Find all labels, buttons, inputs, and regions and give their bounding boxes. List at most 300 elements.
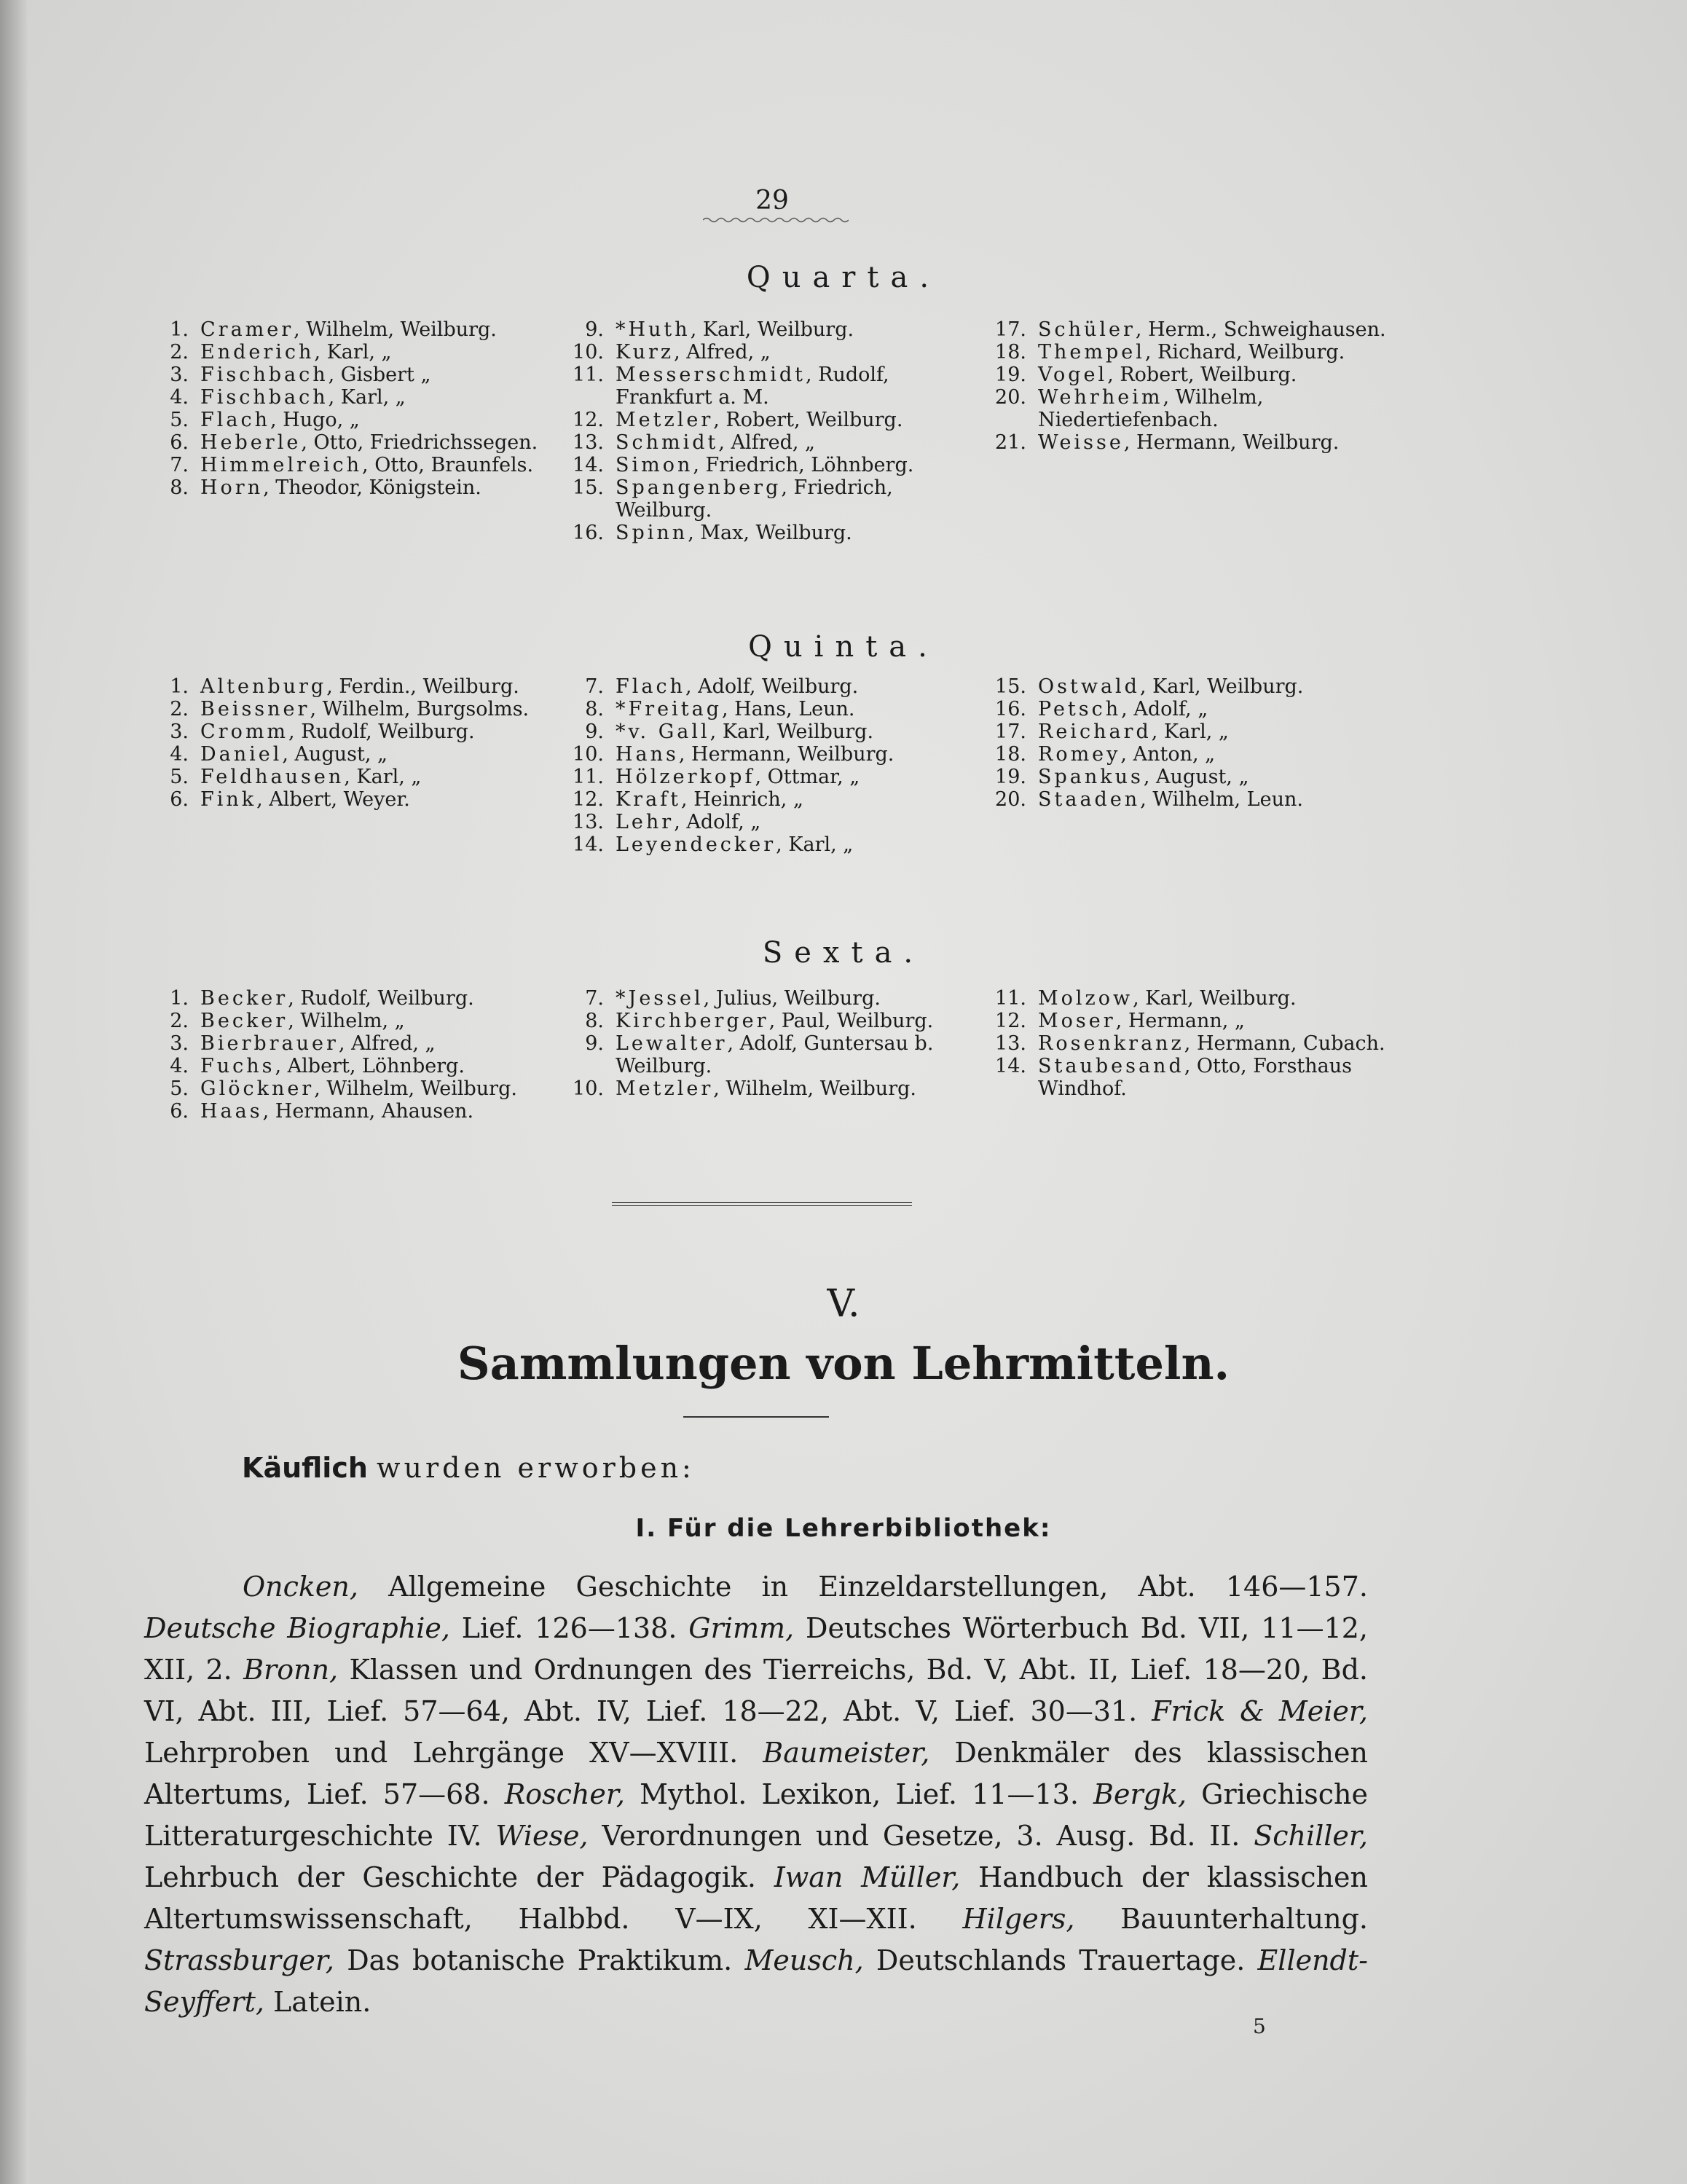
- entry-number: 13.: [995, 1032, 1026, 1055]
- entry-text: [149, 987, 557, 1010]
- student-details: , Wilhelm, Burgsolms.: [310, 698, 530, 720]
- book-details: Deutschlands Trauertage.: [863, 1944, 1258, 1976]
- student-details: , Otto, Forsthaus Windhof.: [1038, 1055, 1353, 1100]
- entry-number: 2.: [170, 698, 189, 720]
- student-details: , Adolf, Weilburg.: [685, 675, 859, 698]
- author-name: Hilgers,: [962, 1903, 1075, 1935]
- entry-text: [149, 720, 557, 743]
- entry-number: 16.: [995, 698, 1026, 720]
- author-name: Strassburger,: [144, 1944, 334, 1976]
- entry-text: [565, 720, 972, 743]
- entry-text: [565, 431, 972, 454]
- student-entry: [149, 987, 557, 1010]
- acquisition-bold-word: Käuflich: [242, 1452, 368, 1484]
- entry-text: [565, 318, 972, 341]
- student-surname: Glöckner: [200, 1077, 315, 1100]
- entry-number: 20.: [995, 386, 1026, 409]
- student-details: , Friedrich, Weilburg.: [616, 476, 893, 522]
- entry-text: [149, 364, 557, 386]
- entry-number: 20.: [995, 788, 1026, 811]
- student-details: , Rudolf, Weilburg.: [288, 720, 475, 743]
- title-underline: [683, 1416, 829, 1418]
- author-name: Bergk,: [1093, 1778, 1187, 1810]
- entry-number: 4.: [170, 1055, 189, 1077]
- entry-text: [565, 409, 972, 431]
- student-entry: [149, 431, 557, 454]
- student-surname: Horn: [200, 476, 264, 499]
- entry-text: [987, 431, 1395, 454]
- student-entry: [565, 720, 972, 743]
- student-entry: [987, 1032, 1395, 1055]
- author-name: Schiller,: [1254, 1820, 1368, 1852]
- student-surname: Staubesand: [1038, 1055, 1184, 1077]
- entry-text: [565, 364, 972, 409]
- student-surname: Haas: [200, 1100, 263, 1123]
- student-details: , Karl, „: [1151, 720, 1229, 743]
- entry-text: [987, 720, 1395, 743]
- entry-text: [565, 675, 972, 698]
- student-entry: [565, 1010, 972, 1032]
- student-entry: [565, 522, 972, 544]
- section-roman-numeral: V.: [827, 1282, 860, 1326]
- student-details: , Karl, Weilburg.: [1139, 675, 1304, 698]
- entry-text: [149, 1010, 557, 1032]
- student-details: , Adolf, „: [1121, 698, 1208, 720]
- entry-text: [565, 1077, 972, 1100]
- entry-text: [987, 341, 1395, 364]
- student-surname: *Huth: [616, 318, 691, 341]
- entry-text: [987, 1010, 1395, 1032]
- entry-number: 7.: [170, 454, 189, 476]
- student-surname: *Freitag: [616, 698, 722, 720]
- student-entry: [987, 720, 1395, 743]
- student-surname: Becker: [200, 1010, 288, 1032]
- author-name: Wiese,: [495, 1820, 589, 1852]
- student-surname: Thempel: [1038, 341, 1145, 364]
- entry-text: [565, 476, 972, 522]
- entry-text: [149, 431, 557, 454]
- book-details: Mythol. Lexikon, Lief. 11—13.: [625, 1778, 1094, 1810]
- student-entry: [149, 409, 557, 431]
- student-surname: Feldhausen: [200, 766, 345, 788]
- entry-text: [987, 386, 1395, 431]
- book-details: Latein.: [264, 1986, 371, 2018]
- entry-text: [565, 454, 972, 476]
- entry-text: [149, 1100, 557, 1123]
- entry-number: 3.: [170, 720, 189, 743]
- student-details: , Karl, „: [776, 833, 854, 856]
- entry-text: [987, 987, 1395, 1010]
- entry-text: [149, 476, 557, 499]
- student-entry: [987, 766, 1395, 788]
- entry-number: 10.: [573, 743, 604, 766]
- student-surname: Enderich: [200, 341, 315, 364]
- entry-text: [565, 522, 972, 544]
- entry-text: [987, 1055, 1395, 1100]
- student-details: , Wilhelm, Weilburg.: [713, 1077, 916, 1100]
- entry-number: 13.: [573, 811, 604, 833]
- entry-text: [149, 698, 557, 720]
- student-details: , Ottmar, „: [755, 766, 860, 788]
- student-details: , Hermann, Ahausen.: [262, 1100, 474, 1123]
- student-surname: Reichard: [1038, 720, 1152, 743]
- entry-text: [565, 811, 972, 833]
- student-surname: Kraft: [616, 788, 682, 811]
- student-surname: Wehrheim: [1038, 386, 1163, 409]
- student-entry: [565, 675, 972, 698]
- student-entry: [149, 743, 557, 766]
- student-entry: [565, 341, 972, 364]
- entry-number: 7.: [585, 675, 604, 698]
- entry-number: 3.: [170, 1032, 189, 1055]
- entry-number: 5.: [170, 766, 189, 788]
- entry-number: 5.: [170, 1077, 189, 1100]
- student-details: , Robert, Weilburg.: [1107, 364, 1297, 386]
- student-entry: [987, 675, 1395, 698]
- entry-text: [149, 1055, 557, 1077]
- student-entry: [149, 1055, 557, 1077]
- student-entry: [987, 431, 1395, 454]
- entry-number: 2.: [170, 1010, 189, 1032]
- student-surname: Rosenkranz: [1038, 1032, 1184, 1055]
- student-surname: Spinn: [616, 522, 688, 544]
- student-entry: [149, 720, 557, 743]
- entry-number: 6.: [170, 788, 189, 811]
- student-surname: Fuchs: [200, 1055, 275, 1077]
- student-entry: [565, 766, 972, 788]
- binding-shadow: [0, 0, 29, 2184]
- student-entry: [565, 811, 972, 833]
- acquisition-rest: wurden erworben:: [377, 1452, 695, 1484]
- student-surname: Fischbach: [200, 386, 329, 409]
- book-details: Lief. 126—138.: [449, 1612, 689, 1644]
- student-surname: Weisse: [1038, 431, 1124, 454]
- entry-number: 8.: [170, 476, 189, 499]
- entry-number: 2.: [170, 341, 189, 364]
- book-list-paragraph: [144, 1566, 1368, 2023]
- student-details: , Alfred, „: [674, 341, 771, 364]
- decorative-wave-rule: [703, 216, 849, 224]
- entry-text: [149, 386, 557, 409]
- author-name: Ellendt-Seyffert,: [144, 1944, 1368, 2018]
- student-surname: Flach: [616, 675, 685, 698]
- entry-number: 11.: [995, 987, 1026, 1010]
- student-surname: Vogel: [1038, 364, 1108, 386]
- student-details: , Wilhelm, Niedertiefenbach.: [1038, 386, 1264, 431]
- student-surname: Fischbach: [200, 364, 329, 386]
- student-details: , Otto, Friedrichssegen.: [301, 431, 538, 454]
- student-details: , Hermann, Weilburg.: [678, 743, 894, 766]
- student-entry: [565, 364, 972, 409]
- student-surname: Beissner: [200, 698, 310, 720]
- quinta-col-3: [987, 675, 1395, 811]
- entry-text: [987, 743, 1395, 766]
- entry-number: 7.: [585, 987, 604, 1010]
- entry-number: 1.: [170, 987, 189, 1010]
- student-details: , August, „: [282, 743, 388, 766]
- student-surname: Bierbrauer: [200, 1032, 339, 1055]
- student-surname: *v. Gall: [616, 720, 710, 743]
- student-surname: Schmidt: [616, 431, 719, 454]
- entry-text: [565, 1032, 972, 1077]
- entry-text: [565, 833, 972, 856]
- student-entry: [565, 318, 972, 341]
- student-details: , Karl, Weilburg.: [709, 720, 874, 743]
- quarta-col-3: [987, 318, 1395, 454]
- entry-number: 14.: [995, 1055, 1026, 1077]
- student-entry: [565, 833, 972, 856]
- student-details: , Herm., Schweighausen.: [1135, 318, 1386, 341]
- student-details: , Hermann, Cubach.: [1184, 1032, 1385, 1055]
- student-details: , Wilhelm, Leun.: [1140, 788, 1303, 811]
- quarta-col-1: [149, 318, 557, 499]
- student-entry: [565, 698, 972, 720]
- entry-text: [565, 698, 972, 720]
- student-details: , Richard, Weilburg.: [1144, 341, 1345, 364]
- student-surname: Petsch: [1038, 698, 1122, 720]
- student-details: , Rudolf, Weilburg.: [288, 987, 474, 1010]
- entry-text: [987, 675, 1395, 698]
- student-entry: [149, 341, 557, 364]
- student-entry: [565, 1032, 972, 1077]
- student-details: , Heinrich, „: [681, 788, 803, 811]
- student-entry: [987, 341, 1395, 364]
- page-number: 29: [755, 186, 789, 216]
- sexta-col-1: [149, 987, 557, 1123]
- student-details: , Ferdin., Weilburg.: [326, 675, 519, 698]
- author-name: Iwan Müller,: [774, 1861, 961, 1893]
- student-details: , Anton, „: [1120, 743, 1216, 766]
- student-surname: Metzler: [616, 409, 714, 431]
- student-entry: [149, 454, 557, 476]
- entry-number: 17.: [995, 720, 1026, 743]
- student-surname: Ostwald: [1038, 675, 1140, 698]
- entry-text: [149, 675, 557, 698]
- entry-number: 9.: [585, 720, 604, 743]
- student-details: , Rudolf, Frankfurt a. M.: [616, 364, 889, 409]
- student-surname: Daniel: [200, 743, 283, 766]
- student-surname: Hölzerkopf: [616, 766, 755, 788]
- student-entry: [565, 743, 972, 766]
- author-name: Frick & Meier,: [1152, 1695, 1368, 1727]
- student-surname: Lewalter: [616, 1032, 728, 1055]
- student-details: , Karl, „: [328, 386, 406, 409]
- entry-number: 21.: [995, 431, 1026, 454]
- student-details: , Paul, Weilburg.: [768, 1010, 934, 1032]
- student-entry: [149, 698, 557, 720]
- student-details: , Theodor, Königstein.: [263, 476, 481, 499]
- student-entry: [987, 1055, 1395, 1100]
- student-entry: [149, 318, 557, 341]
- author-name: Meusch,: [744, 1944, 864, 1976]
- entry-number: 12.: [995, 1010, 1026, 1032]
- student-entry: [149, 1077, 557, 1100]
- entry-text: [149, 409, 557, 431]
- student-entry: [149, 386, 557, 409]
- entry-number: 18.: [995, 341, 1026, 364]
- entry-number: 11.: [573, 766, 604, 788]
- student-entry: [149, 766, 557, 788]
- student-entry: [149, 1100, 557, 1123]
- entry-number: 11.: [573, 364, 604, 386]
- student-entry: [987, 987, 1395, 1010]
- entry-text: [987, 318, 1395, 341]
- student-surname: Spangenberg: [616, 476, 782, 499]
- subheading-lehrerbibliothek: I. Für die Lehrerbibliothek:: [635, 1514, 1052, 1543]
- entry-number: 9.: [585, 1032, 604, 1055]
- entry-number: 4.: [170, 386, 189, 409]
- entry-number: 16.: [573, 522, 604, 544]
- student-details: , Karl, „: [314, 341, 392, 364]
- author-name: Deutsche Biographie,: [144, 1612, 450, 1644]
- student-details: , Robert, Weilburg.: [713, 409, 903, 431]
- entry-number: 10.: [573, 341, 604, 364]
- student-entry: [149, 476, 557, 499]
- student-entry: [565, 788, 972, 811]
- entry-number: 6.: [170, 431, 189, 454]
- entry-text: [565, 766, 972, 788]
- entry-number: 1.: [170, 318, 189, 341]
- student-details: , Julius, Weilburg.: [703, 987, 881, 1010]
- book-details: Klassen und Ordnungen des Tierreichs, Bd. V, Abt. II, Lief. 18—20, Bd. VI, Abt. III, Lief. 57—64, Abt. IV, Lief. 18—22, Abt. V, Lief. 30—31.: [144, 1654, 1368, 1727]
- entry-number: 5.: [170, 409, 189, 431]
- student-surname: Altenburg: [200, 675, 327, 698]
- student-entry: [565, 431, 972, 454]
- student-details: , Hans, Leun.: [722, 698, 855, 720]
- sexta-col-3: [987, 987, 1395, 1100]
- acquisition-intro: [242, 1452, 695, 1484]
- section-divider: [612, 1202, 912, 1206]
- book-details: Handbuch der klassischen Altertumswissenschaft, Halbbd. V—IX, XI—XII.: [144, 1861, 1368, 1935]
- entry-text: [149, 788, 557, 811]
- student-surname: Simon: [616, 454, 693, 476]
- student-details: , Otto, Braunfels.: [362, 454, 534, 476]
- student-entry: [149, 364, 557, 386]
- student-details: , Adolf, Guntersau b. Weilburg.: [616, 1032, 934, 1077]
- student-details: , Adolf, „: [674, 811, 761, 833]
- entry-number: 13.: [573, 431, 604, 454]
- quinta-col-2: [565, 675, 972, 856]
- quinta-col-1: [149, 675, 557, 811]
- student-entry: [987, 1010, 1395, 1032]
- student-surname: Moser: [1038, 1010, 1116, 1032]
- student-entry: [987, 743, 1395, 766]
- student-details: , Hugo, „: [270, 409, 360, 431]
- quarta-col-2: [565, 318, 972, 544]
- student-surname: Leyendecker: [616, 833, 776, 856]
- entry-number: 19.: [995, 766, 1026, 788]
- student-surname: Cromm: [200, 720, 289, 743]
- student-entry: [565, 476, 972, 522]
- student-surname: Fink: [200, 788, 257, 811]
- entry-number: 3.: [170, 364, 189, 386]
- entry-text: [987, 1032, 1395, 1055]
- student-surname: Kirchberger: [616, 1010, 769, 1032]
- entry-number: 12.: [573, 409, 604, 431]
- book-details: Allgemeine Geschichte in Einzeldarstellungen, Abt. 146—157.: [358, 1571, 1368, 1603]
- student-details: , August, „: [1143, 766, 1249, 788]
- student-surname: Becker: [200, 987, 288, 1010]
- entry-number: 18.: [995, 743, 1026, 766]
- author-name: Bronn,: [243, 1654, 339, 1686]
- student-surname: Flach: [200, 409, 270, 431]
- entry-number: 15.: [995, 675, 1026, 698]
- book-details: Bauunterhaltung.: [1074, 1903, 1368, 1935]
- entry-number: 12.: [573, 788, 604, 811]
- student-entry: [149, 675, 557, 698]
- student-entry: [149, 1010, 557, 1032]
- student-details: , Alfred, „: [338, 1032, 436, 1055]
- student-details: , Albert, Löhnberg.: [275, 1055, 465, 1077]
- student-entry: [987, 318, 1395, 341]
- entry-text: [149, 318, 557, 341]
- student-details: , Alfred, „: [718, 431, 816, 454]
- student-surname: Himmelreich: [200, 454, 363, 476]
- student-surname: Lehr: [616, 811, 675, 833]
- student-entry: [987, 386, 1395, 431]
- entry-number: 14.: [573, 833, 604, 856]
- book-details: Das botanische Praktikum.: [334, 1944, 745, 1976]
- entry-number: 19.: [995, 364, 1026, 386]
- student-details: , Friedrich, Löhnberg.: [693, 454, 914, 476]
- student-details: , Max, Weilburg.: [688, 522, 852, 544]
- student-surname: Messerschmidt: [616, 364, 806, 386]
- student-details: , Karl, Weilburg.: [690, 318, 854, 341]
- entry-number: 15.: [573, 476, 604, 499]
- heading-sexta: Sexta.: [762, 936, 925, 970]
- book-details: Denkmäler des klassischen Altertums, Lief. 57—68.: [144, 1737, 1368, 1810]
- student-entry: [987, 788, 1395, 811]
- book-details: Lehrbuch der Geschichte der Pädagogik.: [144, 1861, 774, 1893]
- sexta-col-2: [565, 987, 972, 1100]
- student-entry: [987, 698, 1395, 720]
- entry-number: 8.: [585, 1010, 604, 1032]
- heading-quarta: Quarta.: [746, 261, 941, 294]
- entry-text: [987, 788, 1395, 811]
- book-details: Griechische Litteraturgeschichte IV.: [144, 1778, 1368, 1852]
- entry-text: [565, 341, 972, 364]
- student-details: , Hermann, Weilburg.: [1123, 431, 1340, 454]
- student-details: , Karl, „: [344, 766, 422, 788]
- entry-text: [149, 1032, 557, 1055]
- student-surname: Schüler: [1038, 318, 1136, 341]
- entry-number: 17.: [995, 318, 1026, 341]
- student-surname: Metzler: [616, 1077, 714, 1100]
- entry-text: [149, 341, 557, 364]
- entry-text: [987, 698, 1395, 720]
- author-name: Roscher,: [504, 1778, 625, 1810]
- entry-number: 8.: [585, 698, 604, 720]
- student-surname: Kurz: [616, 341, 675, 364]
- entry-number: 4.: [170, 743, 189, 766]
- student-details: , Wilhelm, „: [288, 1010, 405, 1032]
- student-details: , Wilhelm, Weilburg.: [294, 318, 497, 341]
- student-entry: [565, 454, 972, 476]
- entry-text: [987, 766, 1395, 788]
- student-surname: *Jessel: [616, 987, 704, 1010]
- student-details: , Hermann, „: [1115, 1010, 1245, 1032]
- entry-text: [987, 364, 1395, 386]
- author-name: Baumeister,: [763, 1737, 930, 1769]
- author-name: Oncken,: [243, 1571, 358, 1603]
- student-entry: [565, 987, 972, 1010]
- book-details: Deutsches Wörterbuch Bd. VII, 11—12, XII, 2.: [144, 1612, 1368, 1686]
- entry-number: 10.: [573, 1077, 604, 1100]
- entry-text: [565, 987, 972, 1010]
- entry-text: [149, 766, 557, 788]
- student-details: , Albert, Weyer.: [256, 788, 410, 811]
- entry-text: [565, 743, 972, 766]
